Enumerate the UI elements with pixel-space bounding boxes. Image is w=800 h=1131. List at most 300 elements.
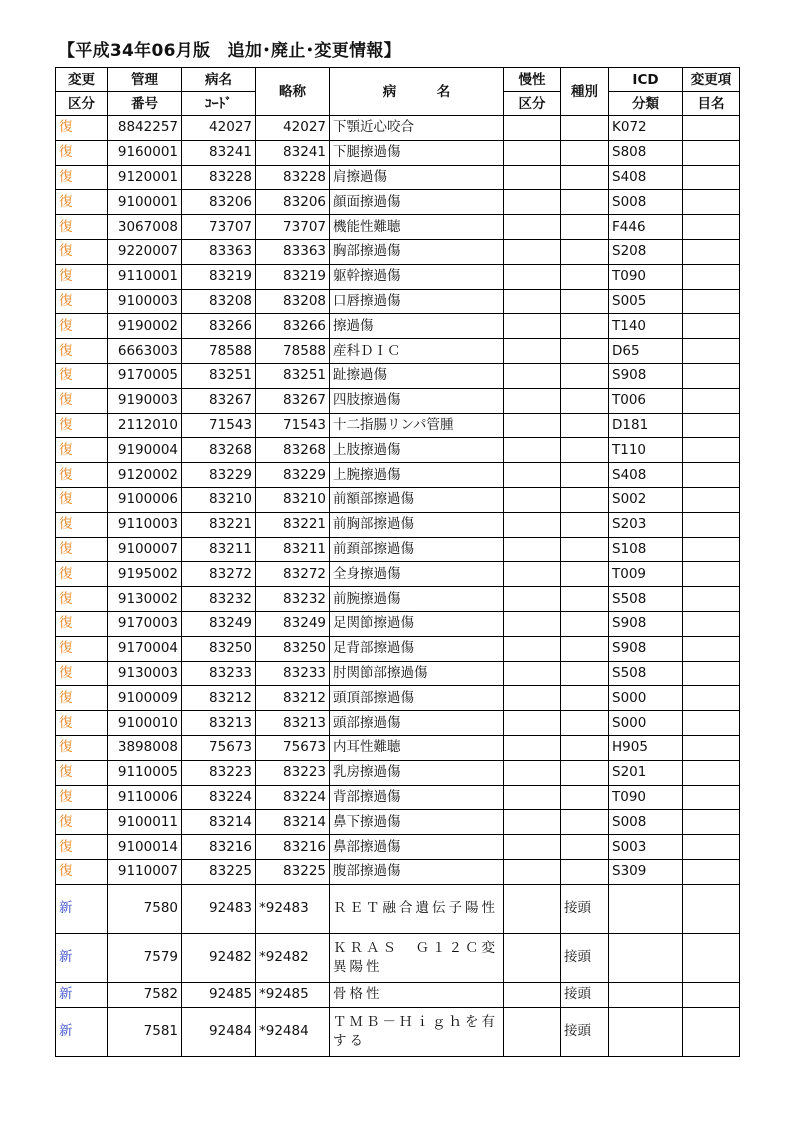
cell-name: 足関節擦過傷	[330, 611, 504, 636]
table-row	[56, 711, 740, 736]
cell-mansei	[504, 810, 561, 835]
cell-henko	[683, 215, 740, 240]
cell-mansei	[504, 140, 561, 165]
cell-shubetsu	[561, 289, 609, 314]
cell-kbn: 復	[56, 835, 108, 860]
cell-abbr: 83206	[256, 190, 330, 215]
header-code-1: 病名	[182, 68, 256, 92]
cell-name: 下腿擦過傷	[330, 140, 504, 165]
cell-kanri: 9100006	[108, 487, 182, 512]
cell-name: ＲＥＴ融合遺伝子陽性	[330, 884, 504, 933]
cell-icd: S309	[609, 859, 683, 884]
cell-kanri: 3898008	[108, 735, 182, 760]
cell-kbn: 復	[56, 388, 108, 413]
cell-mansei	[504, 1007, 561, 1056]
cell-icd: D181	[609, 413, 683, 438]
cell-name: 前胸部擦過傷	[330, 512, 504, 537]
cell-code: 83210	[182, 487, 256, 512]
cell-icd: S908	[609, 636, 683, 661]
cell-abbr: 83219	[256, 264, 330, 289]
cell-mansei	[504, 933, 561, 982]
cell-kbn: 復	[56, 363, 108, 388]
cell-shubetsu: 接頭	[561, 933, 609, 982]
cell-kbn: 復	[56, 512, 108, 537]
cell-shubetsu	[561, 239, 609, 264]
cell-kanri: 9170005	[108, 363, 182, 388]
table-row	[56, 463, 740, 488]
cell-abbr: 83224	[256, 785, 330, 810]
cell-shubetsu	[561, 388, 609, 413]
cell-kbn: 復	[56, 686, 108, 711]
cell-abbr: 83266	[256, 314, 330, 339]
cell-shubetsu	[561, 711, 609, 736]
cell-name: 産科ＤＩＣ	[330, 339, 504, 364]
cell-kbn: 復	[56, 760, 108, 785]
table-row	[56, 165, 740, 190]
header-kanri-1: 管理	[108, 68, 182, 92]
table-row	[56, 884, 740, 933]
cell-kbn: 新	[56, 933, 108, 982]
cell-kanri: 8842257	[108, 116, 182, 141]
cell-code: 92482	[182, 933, 256, 982]
table-row	[56, 982, 740, 1007]
cell-kbn: 復	[56, 711, 108, 736]
cell-henko	[683, 314, 740, 339]
cell-kbn: 復	[56, 487, 108, 512]
cell-abbr: 83228	[256, 165, 330, 190]
cell-kbn: 復	[56, 413, 108, 438]
cell-icd: S000	[609, 711, 683, 736]
cell-code: 83211	[182, 537, 256, 562]
cell-kbn: 復	[56, 537, 108, 562]
cell-henko	[683, 760, 740, 785]
cell-abbr: 83267	[256, 388, 330, 413]
cell-code: 83223	[182, 760, 256, 785]
cell-kanri: 9190003	[108, 388, 182, 413]
cell-henko	[683, 562, 740, 587]
cell-mansei	[504, 264, 561, 289]
cell-mansei	[504, 413, 561, 438]
cell-name: 上腕擦過傷	[330, 463, 504, 488]
cell-mansei	[504, 785, 561, 810]
cell-henko	[683, 165, 740, 190]
cell-henko	[683, 810, 740, 835]
cell-henko	[683, 537, 740, 562]
cell-shubetsu	[561, 363, 609, 388]
table-row	[56, 190, 740, 215]
cell-kanri: 9110007	[108, 859, 182, 884]
cell-shubetsu	[561, 165, 609, 190]
cell-code: 73707	[182, 215, 256, 240]
table-row	[56, 116, 740, 141]
cell-icd: S208	[609, 239, 683, 264]
cell-kbn: 復	[56, 140, 108, 165]
cell-icd: S408	[609, 463, 683, 488]
cell-kbn: 復	[56, 165, 108, 190]
cell-code: 83224	[182, 785, 256, 810]
cell-abbr: 73707	[256, 215, 330, 240]
cell-name: 十二指腸リンパ管腫	[330, 413, 504, 438]
cell-kanri: 9100003	[108, 289, 182, 314]
table-row	[56, 760, 740, 785]
cell-abbr: 75673	[256, 735, 330, 760]
cell-icd	[609, 982, 683, 1007]
cell-kanri: 9220007	[108, 239, 182, 264]
cell-name: 背部擦過傷	[330, 785, 504, 810]
cell-kanri: 9130003	[108, 661, 182, 686]
cell-kanri: 9110003	[108, 512, 182, 537]
cell-kanri: 9110006	[108, 785, 182, 810]
cell-shubetsu	[561, 537, 609, 562]
cell-abbr: 42027	[256, 116, 330, 141]
cell-mansei	[504, 239, 561, 264]
cell-mansei	[504, 562, 561, 587]
cell-shubetsu: 接頭	[561, 1007, 609, 1056]
cell-abbr: 83221	[256, 512, 330, 537]
cell-name: 躯幹擦過傷	[330, 264, 504, 289]
table-row	[56, 239, 740, 264]
cell-kanri: 9195002	[108, 562, 182, 587]
cell-kanri: 6663003	[108, 339, 182, 364]
cell-code: 83266	[182, 314, 256, 339]
header-code-2: ｺｰﾄﾞ	[182, 92, 256, 116]
cell-icd: S003	[609, 835, 683, 860]
cell-kanri: 9100010	[108, 711, 182, 736]
cell-code: 83250	[182, 636, 256, 661]
cell-code: 83232	[182, 587, 256, 612]
cell-icd: T110	[609, 438, 683, 463]
cell-henko	[683, 239, 740, 264]
cell-shubetsu	[561, 512, 609, 537]
cell-henko	[683, 438, 740, 463]
table-row	[56, 140, 740, 165]
cell-code: 83268	[182, 438, 256, 463]
table-row	[56, 363, 740, 388]
cell-abbr: 83214	[256, 810, 330, 835]
cell-abbr: 83208	[256, 289, 330, 314]
cell-kbn: 新	[56, 982, 108, 1007]
cell-name: 肘関節部擦過傷	[330, 661, 504, 686]
cell-henko	[683, 735, 740, 760]
cell-abbr: 83216	[256, 835, 330, 860]
cell-icd: S203	[609, 512, 683, 537]
cell-kbn: 復	[56, 339, 108, 364]
cell-henko	[683, 413, 740, 438]
cell-kanri: 3067008	[108, 215, 182, 240]
cell-mansei	[504, 735, 561, 760]
cell-icd: S005	[609, 289, 683, 314]
table-row	[56, 289, 740, 314]
cell-kanri: 2112010	[108, 413, 182, 438]
cell-mansei	[504, 711, 561, 736]
cell-abbr: 83225	[256, 859, 330, 884]
cell-mansei	[504, 339, 561, 364]
table-row	[56, 487, 740, 512]
cell-kanri: 9100014	[108, 835, 182, 860]
cell-henko	[683, 711, 740, 736]
cell-code: 75673	[182, 735, 256, 760]
cell-kanri: 7581	[108, 1007, 182, 1056]
cell-shubetsu	[561, 215, 609, 240]
cell-kanri: 9190004	[108, 438, 182, 463]
cell-icd: S908	[609, 611, 683, 636]
cell-shubetsu	[561, 339, 609, 364]
cell-abbr: 83250	[256, 636, 330, 661]
cell-henko	[683, 884, 740, 933]
cell-abbr: 83210	[256, 487, 330, 512]
cell-henko	[683, 264, 740, 289]
cell-mansei	[504, 289, 561, 314]
cell-kbn: 復	[56, 587, 108, 612]
cell-name: 前頚部擦過傷	[330, 537, 504, 562]
table-row	[56, 537, 740, 562]
cell-kbn: 復	[56, 661, 108, 686]
cell-henko	[683, 587, 740, 612]
cell-abbr: 83251	[256, 363, 330, 388]
cell-name: 乳房擦過傷	[330, 760, 504, 785]
cell-abbr: 83232	[256, 587, 330, 612]
table-row	[56, 339, 740, 364]
cell-abbr: 83213	[256, 711, 330, 736]
cell-mansei	[504, 512, 561, 537]
cell-henko	[683, 289, 740, 314]
cell-kanri: 9120002	[108, 463, 182, 488]
cell-icd: T090	[609, 785, 683, 810]
cell-henko	[683, 1007, 740, 1056]
cell-name: 足背部擦過傷	[330, 636, 504, 661]
cell-name: 頭部擦過傷	[330, 711, 504, 736]
cell-kbn: 復	[56, 463, 108, 488]
cell-code: 83216	[182, 835, 256, 860]
cell-icd: T006	[609, 388, 683, 413]
cell-kanri: 9110005	[108, 760, 182, 785]
cell-kbn: 新	[56, 1007, 108, 1056]
cell-mansei	[504, 859, 561, 884]
cell-kanri: 7580	[108, 884, 182, 933]
table-row	[56, 735, 740, 760]
cell-kbn: 復	[56, 314, 108, 339]
cell-kbn: 復	[56, 215, 108, 240]
cell-code: 92483	[182, 884, 256, 933]
cell-kbn: 復	[56, 611, 108, 636]
cell-mansei	[504, 686, 561, 711]
cell-code: 83219	[182, 264, 256, 289]
cell-code: 83221	[182, 512, 256, 537]
cell-kbn: 復	[56, 438, 108, 463]
cell-name: 趾擦過傷	[330, 363, 504, 388]
cell-kanri: 9170003	[108, 611, 182, 636]
cell-mansei	[504, 760, 561, 785]
cell-shubetsu	[561, 636, 609, 661]
cell-kanri: 9190002	[108, 314, 182, 339]
cell-kbn: 復	[56, 636, 108, 661]
cell-icd: S508	[609, 587, 683, 612]
cell-abbr: 71543	[256, 413, 330, 438]
cell-icd: T140	[609, 314, 683, 339]
cell-code: 83229	[182, 463, 256, 488]
cell-kbn: 復	[56, 190, 108, 215]
cell-shubetsu	[561, 587, 609, 612]
cell-henko	[683, 636, 740, 661]
cell-shubetsu	[561, 487, 609, 512]
table-row	[56, 215, 740, 240]
cell-icd	[609, 884, 683, 933]
cell-icd: S002	[609, 487, 683, 512]
cell-icd: S008	[609, 810, 683, 835]
cell-abbr: 83223	[256, 760, 330, 785]
cell-kanri: 9100007	[108, 537, 182, 562]
cell-mansei	[504, 587, 561, 612]
cell-name: 腹部擦過傷	[330, 859, 504, 884]
cell-shubetsu	[561, 463, 609, 488]
cell-mansei	[504, 314, 561, 339]
cell-mansei	[504, 537, 561, 562]
cell-kbn: 復	[56, 116, 108, 141]
cell-henko	[683, 388, 740, 413]
cell-abbr: 83363	[256, 239, 330, 264]
table-row	[56, 388, 740, 413]
cell-henko	[683, 487, 740, 512]
cell-name: 前額部擦過傷	[330, 487, 504, 512]
header-shubetsu: 種別	[561, 68, 609, 116]
cell-kbn: 復	[56, 562, 108, 587]
cell-icd: S108	[609, 537, 683, 562]
cell-shubetsu	[561, 835, 609, 860]
cell-abbr: 83229	[256, 463, 330, 488]
cell-abbr: 83241	[256, 140, 330, 165]
cell-henko	[683, 363, 740, 388]
cell-icd: S908	[609, 363, 683, 388]
table-row	[56, 438, 740, 463]
cell-icd: F446	[609, 215, 683, 240]
cell-kbn: 復	[56, 264, 108, 289]
cell-shubetsu	[561, 785, 609, 810]
cell-icd	[609, 1007, 683, 1056]
cell-code: 83206	[182, 190, 256, 215]
cell-abbr: 83233	[256, 661, 330, 686]
cell-shubetsu	[561, 661, 609, 686]
cell-henko	[683, 933, 740, 982]
cell-henko	[683, 835, 740, 860]
cell-kbn: 復	[56, 239, 108, 264]
cell-name: 擦過傷	[330, 314, 504, 339]
cell-mansei	[504, 463, 561, 488]
cell-abbr: 83211	[256, 537, 330, 562]
cell-henko	[683, 686, 740, 711]
cell-code: 83251	[182, 363, 256, 388]
cell-code: 83213	[182, 711, 256, 736]
cell-code: 83241	[182, 140, 256, 165]
cell-shubetsu: 接頭	[561, 982, 609, 1007]
header-kanri-2: 番号	[108, 92, 182, 116]
cell-henko	[683, 116, 740, 141]
cell-mansei	[504, 363, 561, 388]
cell-code: 71543	[182, 413, 256, 438]
cell-abbr: *92484	[256, 1007, 330, 1056]
header-henko-1: 変更項	[683, 68, 740, 92]
header-icd-2: 分類	[609, 92, 683, 116]
cell-henko	[683, 339, 740, 364]
cell-shubetsu	[561, 438, 609, 463]
cell-name: 骨格性	[330, 982, 504, 1007]
cell-shubetsu	[561, 562, 609, 587]
cell-kbn: 復	[56, 735, 108, 760]
cell-shubetsu: 接頭	[561, 884, 609, 933]
table-header	[56, 68, 740, 116]
cell-kanri: 9110001	[108, 264, 182, 289]
cell-code: 83212	[182, 686, 256, 711]
cell-code: 92484	[182, 1007, 256, 1056]
cell-shubetsu	[561, 810, 609, 835]
table-row	[56, 512, 740, 537]
cell-code: 83233	[182, 661, 256, 686]
cell-henko	[683, 982, 740, 1007]
change-info-table	[55, 67, 740, 1057]
cell-code: 83208	[182, 289, 256, 314]
cell-name: 下顎近心咬合	[330, 116, 504, 141]
cell-henko	[683, 611, 740, 636]
cell-mansei	[504, 215, 561, 240]
cell-mansei	[504, 388, 561, 413]
cell-icd: S408	[609, 165, 683, 190]
cell-henko	[683, 859, 740, 884]
cell-shubetsu	[561, 264, 609, 289]
cell-kbn: 復	[56, 785, 108, 810]
cell-shubetsu	[561, 735, 609, 760]
cell-henko	[683, 785, 740, 810]
cell-shubetsu	[561, 314, 609, 339]
header-henko-2: 目名	[683, 92, 740, 116]
cell-kbn: 新	[56, 884, 108, 933]
cell-icd	[609, 933, 683, 982]
cell-icd: S008	[609, 190, 683, 215]
cell-name: 四肢擦過傷	[330, 388, 504, 413]
table-row	[56, 835, 740, 860]
cell-name: 口唇擦過傷	[330, 289, 504, 314]
cell-shubetsu	[561, 611, 609, 636]
cell-mansei	[504, 636, 561, 661]
cell-name: 胸部擦過傷	[330, 239, 504, 264]
cell-mansei	[504, 190, 561, 215]
cell-icd: T009	[609, 562, 683, 587]
cell-abbr: *92482	[256, 933, 330, 982]
header-abbr: 略称	[256, 68, 330, 116]
table-row	[56, 686, 740, 711]
cell-mansei	[504, 884, 561, 933]
cell-mansei	[504, 116, 561, 141]
cell-mansei	[504, 487, 561, 512]
table-row	[56, 785, 740, 810]
table-row	[56, 933, 740, 982]
cell-shubetsu	[561, 116, 609, 141]
cell-abbr: 83272	[256, 562, 330, 587]
header-kbn-1: 変更	[56, 68, 108, 92]
cell-mansei	[504, 611, 561, 636]
cell-kanri: 9100009	[108, 686, 182, 711]
cell-shubetsu	[561, 859, 609, 884]
table-row	[56, 562, 740, 587]
cell-name: 前腕擦過傷	[330, 587, 504, 612]
cell-henko	[683, 512, 740, 537]
cell-code: 83272	[182, 562, 256, 587]
cell-mansei	[504, 438, 561, 463]
header-kbn-2: 区分	[56, 92, 108, 116]
header-mansei-2: 区分	[504, 92, 561, 116]
cell-name: 上肢擦過傷	[330, 438, 504, 463]
header-mansei-1: 慢性	[504, 68, 561, 92]
cell-code: 83363	[182, 239, 256, 264]
cell-kanri: 9120001	[108, 165, 182, 190]
